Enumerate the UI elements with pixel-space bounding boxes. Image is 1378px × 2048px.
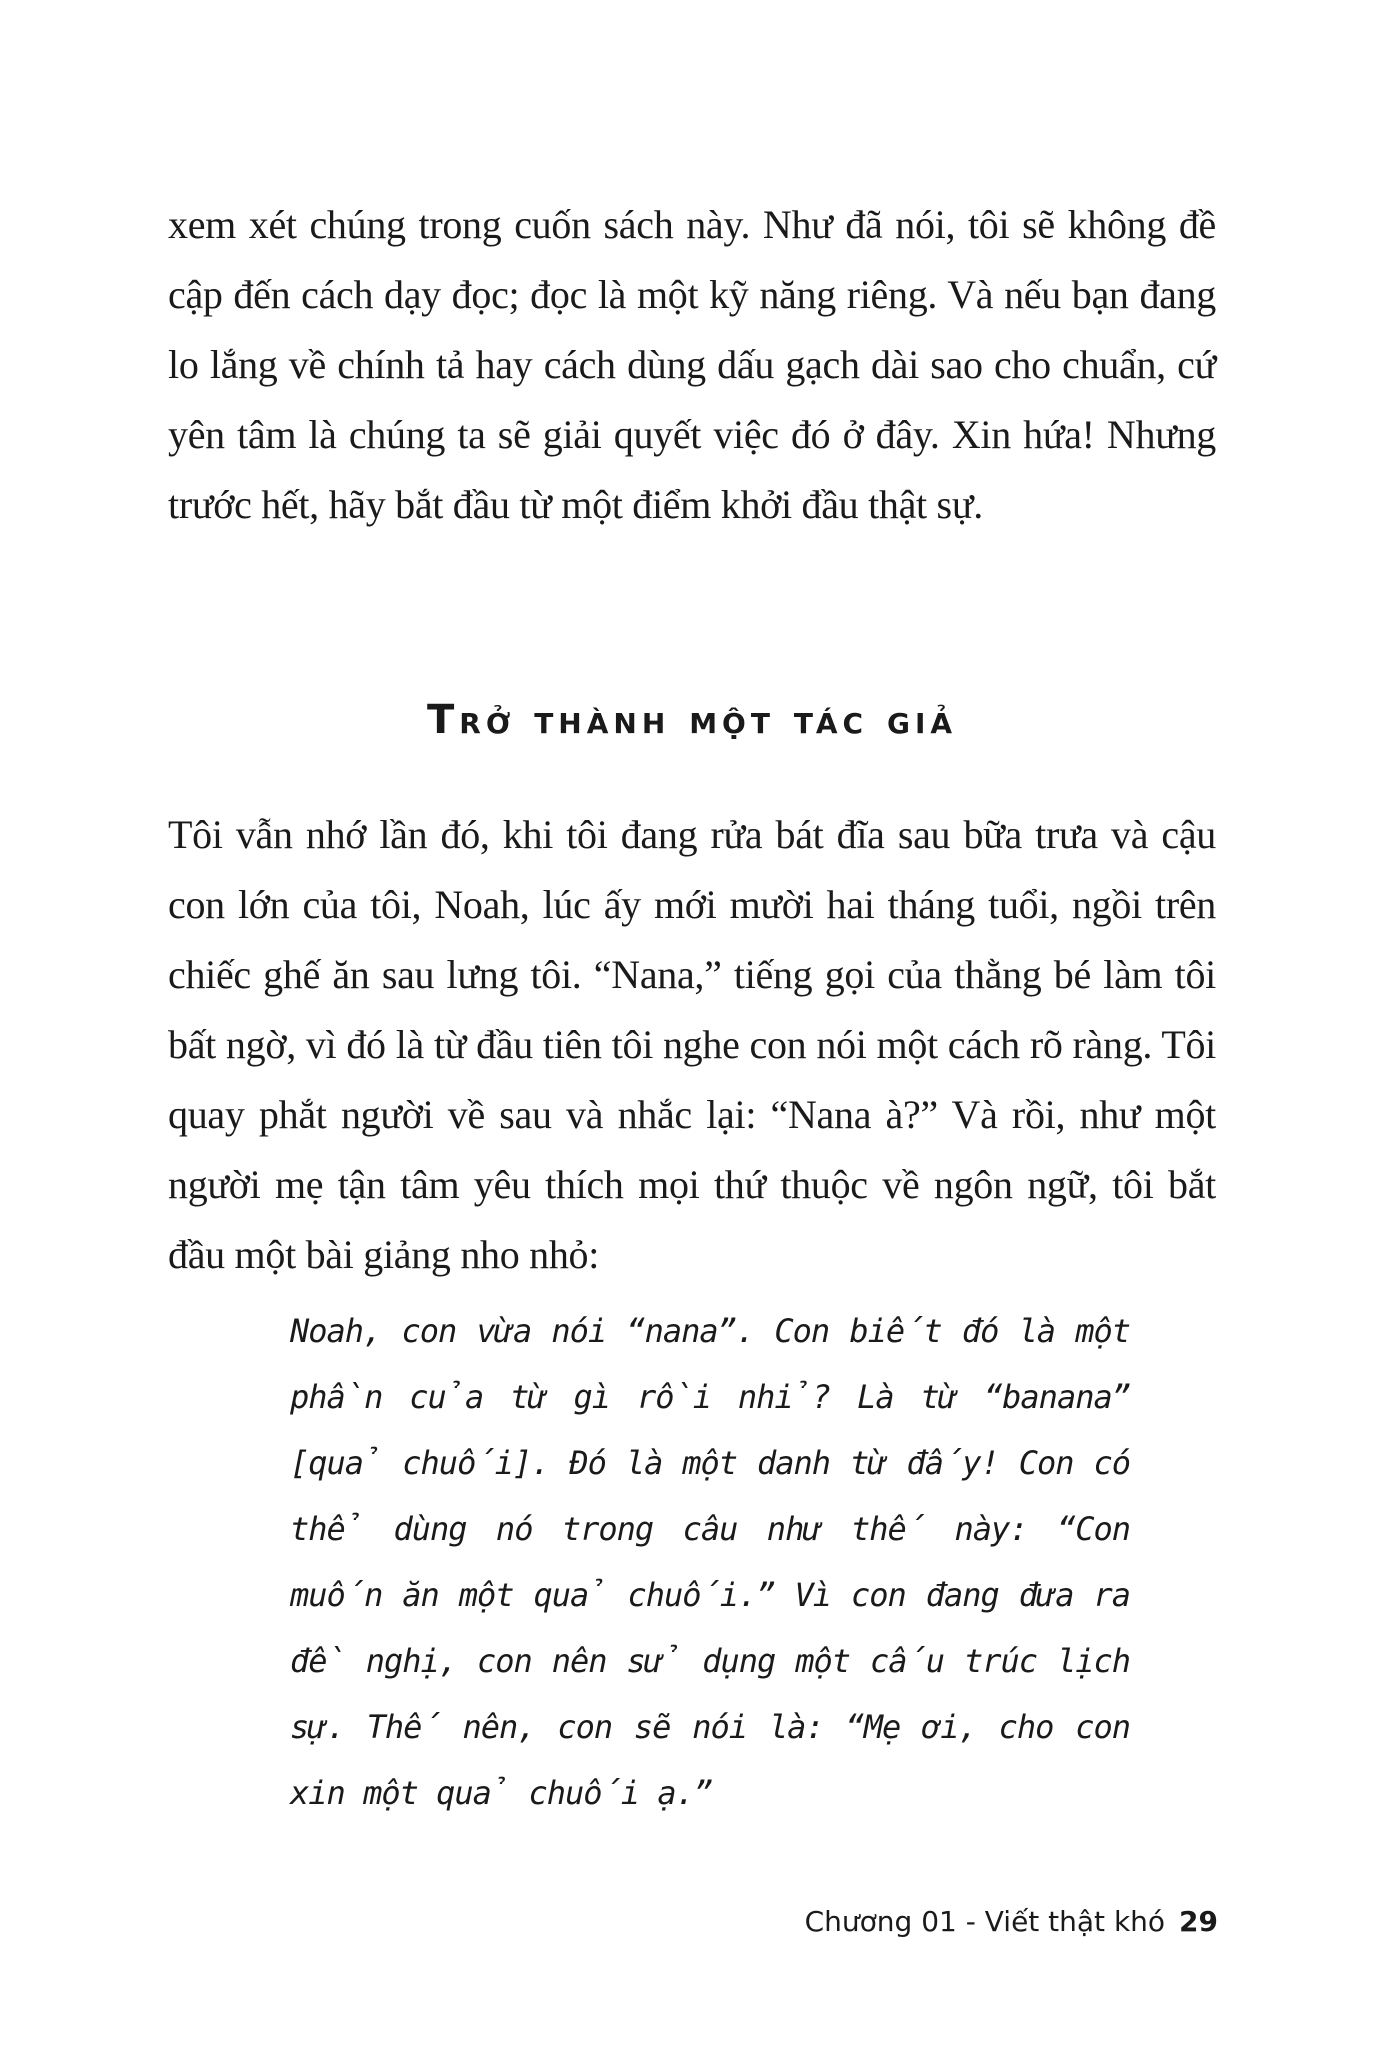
page-footer xyxy=(805,1902,1218,1942)
chapter-label: Chương 01 - Viết thật khó xyxy=(804,1905,1166,1938)
handwritten-quote: Noah, con vừa nói “nana”. Con biết đó là một phần của từ gì rồi nhỉ? Là từ “banana” [quả chuối]. Đó là một danh từ đấy! Con có thể dùng nó trong câu như thế này: “Con muốn ăn một quả chuối.” Vì con đang đưa ra đề nghị, con nên sử dụng một cấu trúc lịch sự. Thế nên, con sẽ nói là: “Mẹ ơi, cho con xin một quả chuối ạ.” xyxy=(290,1312,1130,1812)
body-paragraph-1: xem xét chúng trong cuốn sách này. Như đã nói, tôi sẽ không đề cập đến cách dạy đọc; đọc là một kỹ năng riêng. Và nếu bạn đang lo lắng về chính tả hay cách dùng dấu gạch dài sao cho chuẩn, cứ yên tâm là chúng ta sẽ giải quyết việc đó ở đây. Xin hứa! Nhưng trước hết, hãy bắt đầu từ một điểm khởi đầu thật sự. xyxy=(168,202,1216,527)
page-number: 29 xyxy=(1179,1905,1218,1938)
body-paragraph-2: Tôi vẫn nhớ lần đó, khi tôi đang rửa bát đĩa sau bữa trưa và cậu con lớn của tôi, Noah, lúc ấy mới mười hai tháng tuổi, ngồi trên chiếc ghế ăn sau lưng tôi. “Nana,” tiếng gọi của thằng bé làm tôi bất ngờ, vì đó là từ đầu tiên tôi nghe con nói một cách rõ ràng. Tôi quay phắt người về sau và nhắc lại: “Nana à?” Và rồi, như một người mẹ tận tâm yêu thích mọi thứ thuộc về ngôn ngữ, tôi bắt đầu một bài giảng nho nhỏ: xyxy=(168,812,1216,1277)
section-heading: Trở thành một tác giả xyxy=(426,697,958,743)
